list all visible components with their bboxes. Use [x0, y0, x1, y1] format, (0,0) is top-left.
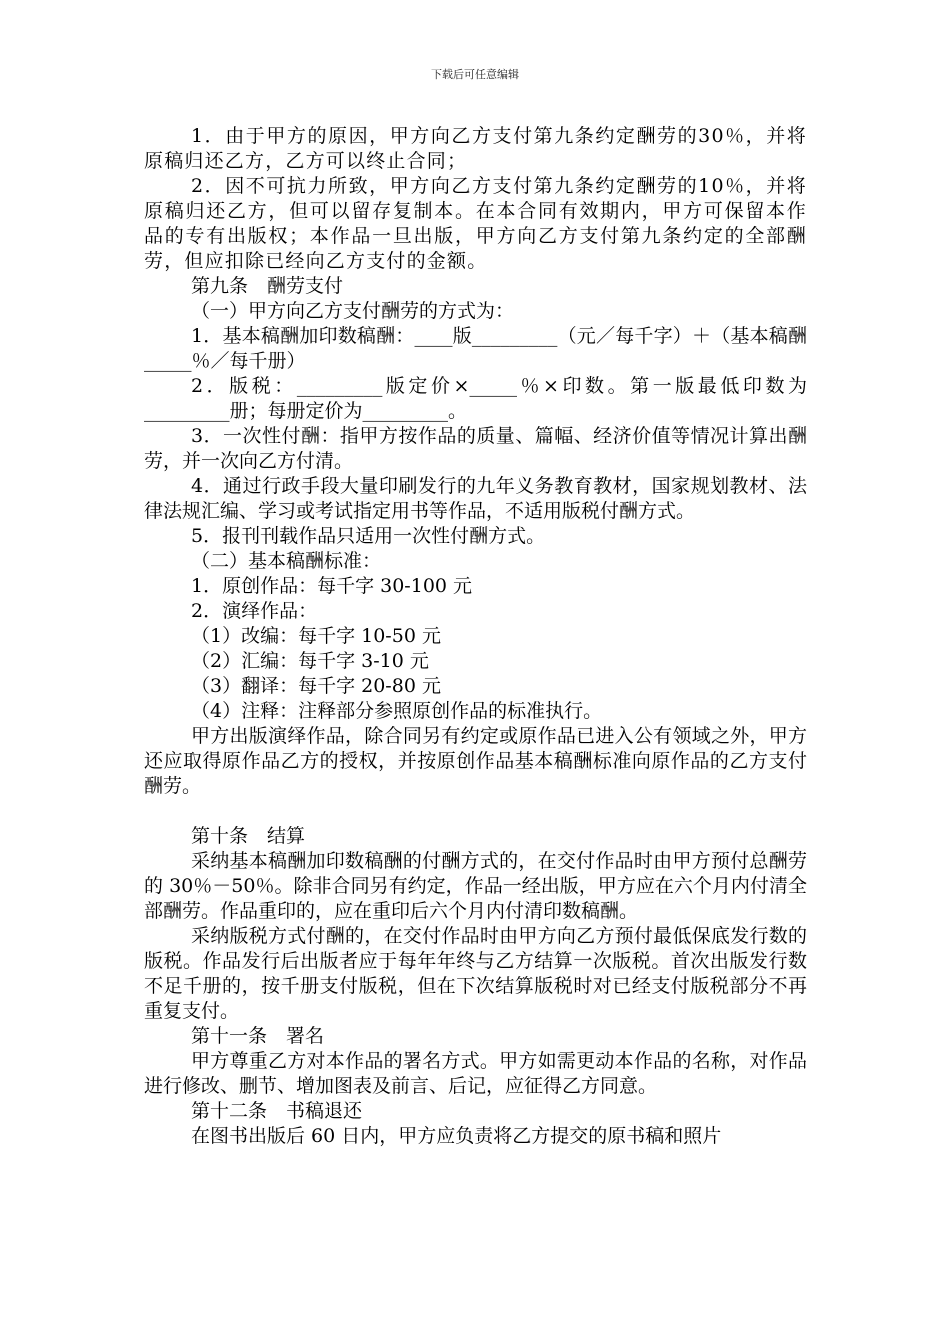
paragraph: 5．报刊刊载作品只适用一次性付酬方式。 — [191, 525, 546, 547]
article-heading: 第十二条 书稿退还 — [191, 1100, 363, 1122]
section-heading: （一）甲方向乙方支付酬劳的方式为： — [191, 300, 515, 322]
paragraph: 1．由于甲方的原因，甲方向乙方支付第九条约定酬劳的30％，并将原稿归还乙方，乙方可以终止合同； — [144, 125, 807, 172]
paragraph: 采纳基本稿酬加印数稿酬的付酬方式的，在交付作品时由甲方预付总酬劳的 30％－50％。除非合同另有约定，作品一经出版，甲方应在六个月内付清全部酬劳。作品重印的，应在重印后六个月内付清印数稿酬。 — [144, 850, 807, 922]
section-heading: （二）基本稿酬标准： — [191, 550, 382, 572]
document-body — [144, 124, 807, 1149]
paragraph: 4．通过行政手段大量印刷发行的九年义务教育教材，国家规划教材、法律法规汇编、学习或考试指定用书等作品，不适用版税付酬方式。 — [144, 475, 807, 522]
paragraph: 3．一次性付酬：指甲方按作品的质量、篇幅、经济价值等情况计算出酬劳，并一次向乙方付清。 — [144, 425, 807, 472]
paragraph: 甲方出版演绎作品，除合同另有约定或原作品已进入公有领域之外，甲方还应取得原作品乙方的授权，并按原创作品基本稿酬标准向原作品的乙方支付酬劳。 — [144, 725, 807, 797]
paragraph: 采纳版税方式付酬的，在交付作品时由甲方向乙方预付最低保底发行数的版税。作品发行后出版者应于每年年终与乙方结算一次版税。首次出版发行数不足千册的，按千册支付版税，但在下次结算版税时对已经支付版税部分不再重复支付。 — [144, 925, 807, 1022]
list-item: （2）汇编：每千字 3-10 元 — [191, 650, 429, 672]
article-heading: 第十一条 署名 — [191, 1025, 325, 1047]
paragraph: 2．版税：_________版定价×_____％×印数。第一版最低印数为_________册；每册定价为_________。 — [144, 375, 807, 422]
article-heading: 第九条 酬劳支付 — [191, 275, 344, 297]
blank-line — [144, 799, 807, 824]
paragraph: 1．基本稿酬加印数稿酬：____版_________（元／每千字）＋（基本稿酬_____％／每千册） — [144, 325, 807, 372]
paragraph: 在图书出版后 60 日内，甲方应负责将乙方提交的原书稿和照片 — [191, 1125, 722, 1147]
paragraph: 甲方尊重乙方对本作品的署名方式。甲方如需更动本作品的名称，对作品进行修改、删节、增加图表及前言、后记，应征得乙方同意。 — [144, 1050, 807, 1097]
article-heading: 第十条 结算 — [191, 825, 306, 847]
page-header: 下载后可任意编辑 — [431, 68, 519, 81]
list-item: 2．演绎作品： — [191, 600, 318, 622]
paragraph: 2．因不可抗力所致，甲方向乙方支付第九条约定酬劳的10％，并将原稿归还乙方，但可以留存复制本。在本合同有效期内，甲方可保留本作品的专有出版权；本作品一旦出版，甲方向乙方支付第九条约定的全部酬劳，但应扣除已经向乙方支付的金额。 — [144, 175, 807, 272]
list-item: （1）改编：每千字 10-50 元 — [191, 625, 441, 647]
list-item: （3）翻译：每千字 20-80 元 — [191, 675, 441, 697]
list-item: 1．原创作品：每千字 30-100 元 — [191, 575, 473, 597]
list-item: （4）注释：注释部分参照原创作品的标准执行。 — [191, 700, 603, 722]
